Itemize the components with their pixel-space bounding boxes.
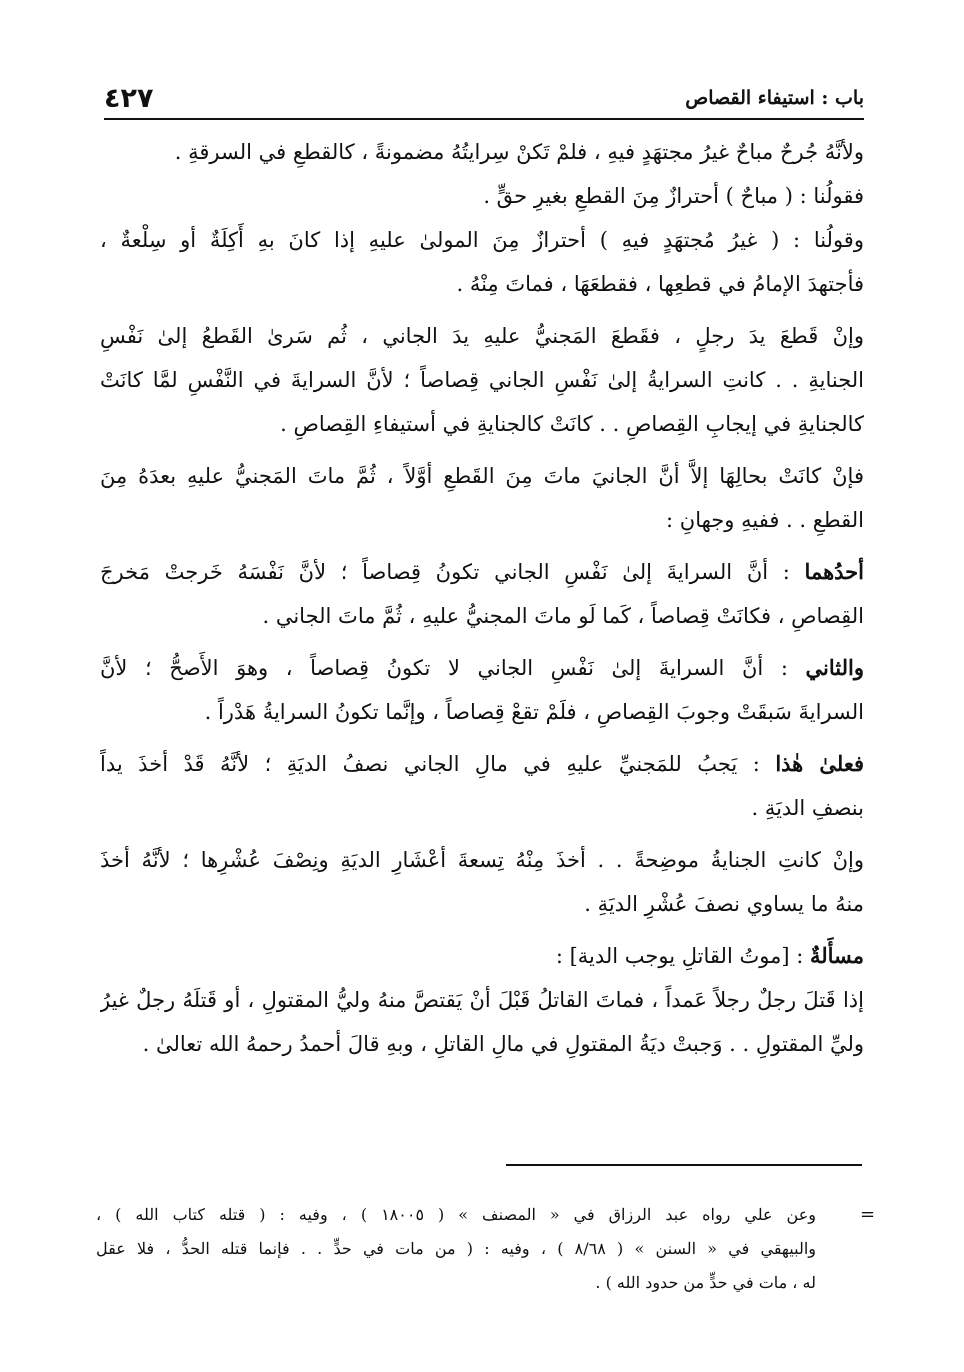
footnote-continuation-mark: = bbox=[860, 1204, 876, 1225]
text-line bbox=[100, 550, 864, 594]
lead-word: مسأَلةٌ bbox=[809, 943, 864, 968]
text-line bbox=[100, 934, 864, 978]
text-line: إذا قَتلَ رجلٌ رجلاً عَمداً ، فماتَ القاتلُ قَبْلَ أنْ يَقتصَّ منهُ وليُّ المقتولِ ، أو قَتلَهُ رجلٌ غيرُ bbox=[100, 988, 864, 1012]
footnote-line: والبيهقي في « السنن » ( ٨/٦٨ ) ، وفيه : ( من مات في حدٍّ . . فإنما قتله الحدُّ ، فلا عقل bbox=[96, 1239, 816, 1258]
paragraph bbox=[100, 218, 864, 306]
text-line: وإنْ كانتِ الجنايةُ موضِحةً . . أخذَ مِنْهُ تِسعةَ أعْشَارِ الديَةِ ونِصْفَ عُشْرِها ؛ لأنَّهُ أخذَ bbox=[100, 848, 864, 872]
footnote-line: له ، مات في حدٍّ من حدود الله ) . bbox=[595, 1273, 816, 1292]
text-line: وليِّ المقتولِ . . وَجبتْ ديَةُ المقتولِ في مالِ القاتلِ ، وبهِ قالَ أحمدُ رحمهُ الله تعالىٰ . bbox=[142, 1032, 864, 1056]
text-line: كالجنايةِ في إيجابِ القِصاصِ . . كانَتْ كالجنايةِ في أستيفاءِ القِصاصِ . bbox=[280, 412, 864, 436]
paragraph bbox=[100, 454, 864, 542]
text-line: فإنْ كانَتْ بحالِهَا إلاَّ أنَّ الجانيَ ماتَ مِنَ القَطعِ أوَّلاً ، ثُمَّ ماتَ المَجنيُّ عليهِ بعدَهُ مِنَ bbox=[100, 464, 864, 488]
text-line: فقولُنا : ( مباحٌ ) أحترازٌ مِنَ القطعِ بغيرِ حقٍّ . bbox=[483, 184, 864, 208]
paragraph bbox=[100, 978, 864, 1066]
footnote-divider bbox=[506, 1164, 862, 1166]
text-line bbox=[100, 646, 864, 690]
chapter-title: باب : استيفاء القصاص bbox=[685, 87, 864, 109]
text-line: وإنْ قَطعَ يدَ رجلٍ ، فقَطعَ المَجنيُّ عليهِ يدَ الجاني ، ثُم سَرىٰ القَطعُ إلىٰ نَفْسِ bbox=[100, 324, 864, 348]
text-line: فأجتهدَ الإمامُ في قطعِها ، فقطعَهَا ، فماتَ مِنْهُ . bbox=[456, 272, 864, 296]
text-line: القطعِ . . ففيهِ وجهانِ : bbox=[666, 508, 864, 532]
text-line: الجنايةِ . . كانتِ السرايةُ إلىٰ نَفْسِ الجاني قِصاصاً ؛ لأنَّ السرايةَ في النَّفْسِ لمَّا كانَتْ bbox=[100, 368, 864, 392]
paragraph bbox=[100, 174, 864, 218]
footnote-line: وعن علي رواه عبد الرزاق في « المصنف » ( ١٨٠٠٥ ) ، وفيه : ( قتله كتاب الله ) ، bbox=[96, 1205, 816, 1224]
text-line bbox=[100, 742, 864, 786]
text-line: وقولُنا : ( غيرُ مُجتهَدٍ فيهِ ) أحترازٌ مِنَ المولىٰ عليهِ إذا كانَ بهِ أَكِلَةٌ أو سِلْعةٌ ، bbox=[100, 228, 864, 252]
running-header bbox=[104, 78, 864, 120]
footnote-block bbox=[96, 1198, 816, 1300]
text-line: بنصفِ الديَةِ . bbox=[751, 796, 864, 820]
lead-word: والثاني bbox=[805, 655, 864, 680]
paragraph bbox=[100, 838, 864, 926]
lead-word: أحدُهما bbox=[804, 559, 864, 584]
page-number: ٤٢٧ bbox=[104, 82, 154, 114]
text-line: ولأنَّهُ جُرحٌ مباحٌ غيرُ مجتهَدٍ فيهِ ، فلمْ تَكنْ سِرايتُهُ مضمونةً ، كالقطعِ في السرقةِ . bbox=[174, 140, 864, 164]
paragraph bbox=[100, 550, 864, 638]
section-heading bbox=[100, 934, 864, 978]
paragraph bbox=[100, 742, 864, 830]
lead-word: فعلىٰ هٰذا bbox=[775, 751, 864, 776]
paragraph bbox=[100, 314, 864, 446]
line-text: : يَجبُ للمَجنيِّ عليهِ في مالِ الجاني نصفُ الديَةِ ؛ لأنَّهُ قَدْ أخذَ يداً bbox=[100, 752, 776, 776]
text-line: القِصاصِ ، فكانَتْ قِصاصاً ، كَما لَو ماتَ المجنيُّ عليهِ ، ثُمَّ ماتَ الجاني . bbox=[262, 604, 864, 628]
paragraph bbox=[100, 130, 864, 174]
line-text: : أنَّ السرايةَ إلىٰ نَفْسِ الجاني تكونُ قِصاصاً ؛ لأنَّ نَفْسَهُ خَرجتْ مَخرجَ bbox=[100, 560, 805, 584]
line-text: : أنَّ السرايةَ إلىٰ نَفْسِ الجاني لا تكونُ قِصاصاً ، وهوَ الأَصحُّ ؛ لأنَّ bbox=[100, 656, 806, 680]
text-line: منهُ ما يساوي نصفَ عُشْرِ الديَةِ . bbox=[584, 892, 864, 916]
main-text bbox=[100, 130, 864, 1066]
paragraph bbox=[100, 646, 864, 734]
line-text: : [موتُ القاتلِ يوجب الدية] : bbox=[555, 944, 810, 968]
text-line: السرايةَ سَبقَتْ وجوبَ القِصاصِ ، فلَمْ تقعْ قِصاصاً ، وإنَّما تكونُ السرايةُ هَدْراً . bbox=[204, 700, 864, 724]
